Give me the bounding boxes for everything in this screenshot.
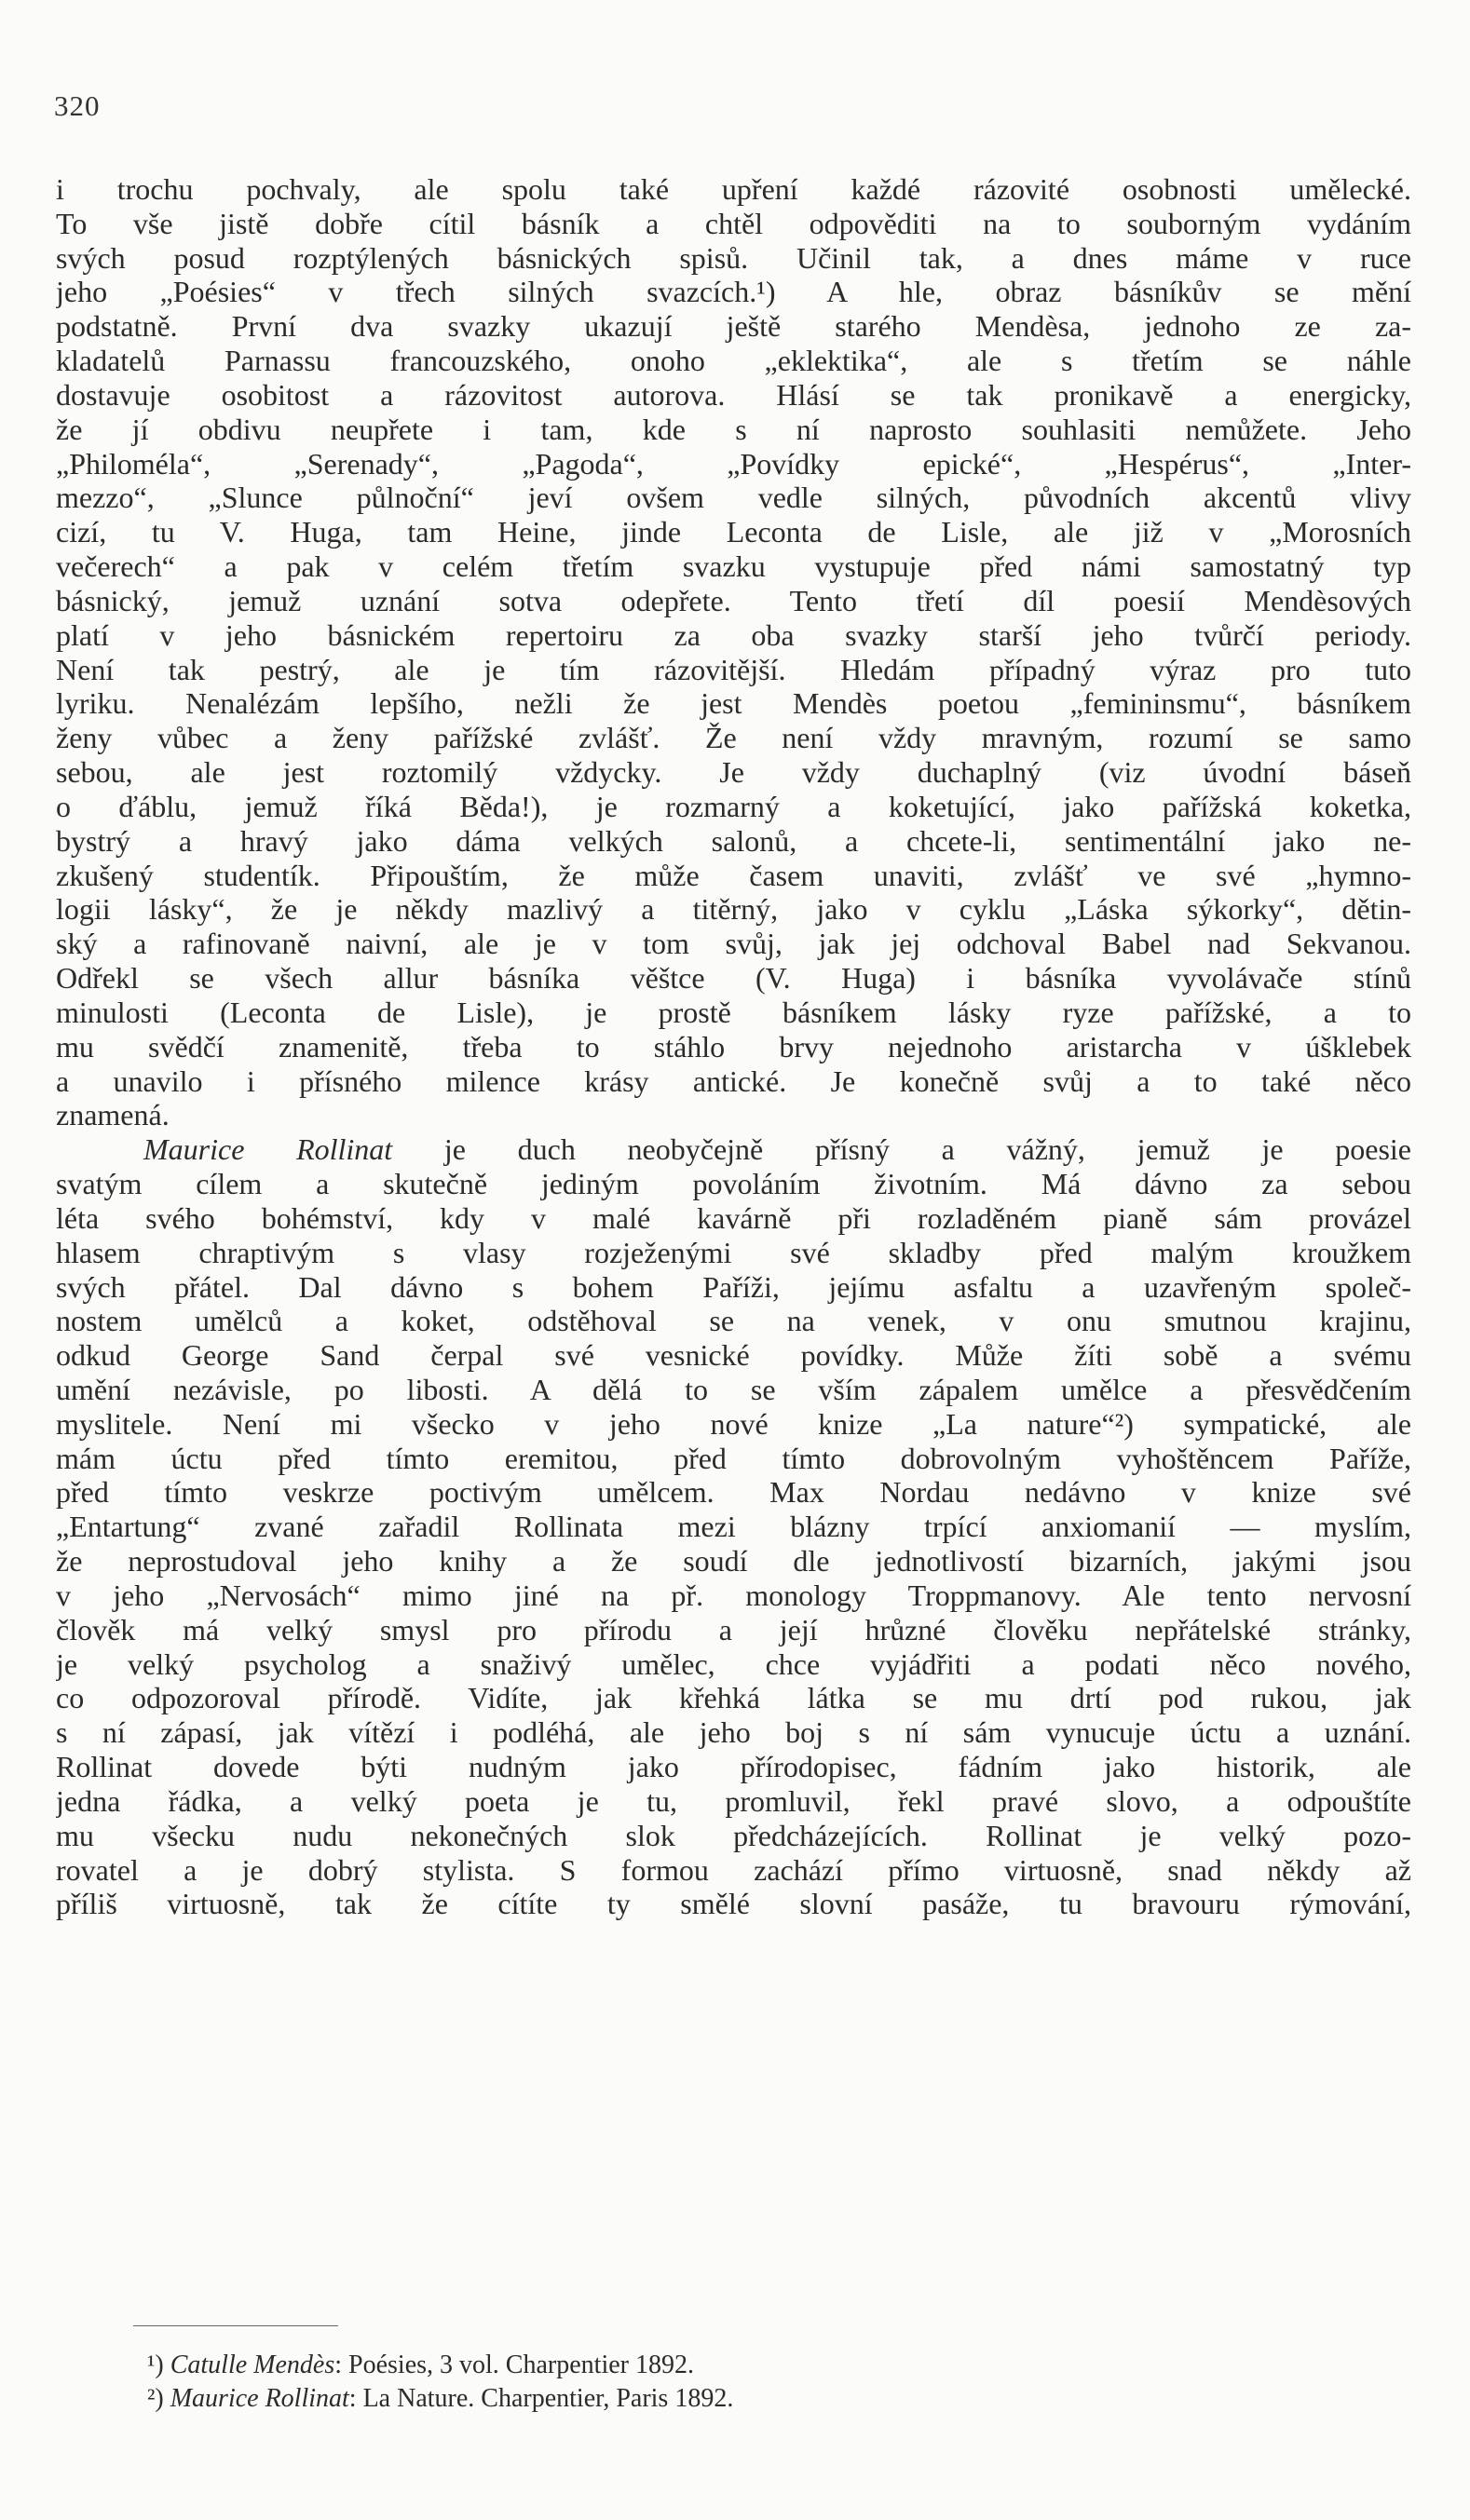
- text-line: myslitele. Není mi všecko v jeho nové knize „La nature“²) sympatické, ale: [56, 1406, 1411, 1441]
- text-line: zkušený studentík. Připouštím, že může časem unaviti, zvlášť ve své „hymno-: [56, 858, 1411, 892]
- text-line: i trochu pochvaly, ale spolu také upření každé rázovité osobnosti umělecké.: [56, 172, 1411, 206]
- footnote-1-text: : Poésies, 3 vol. Charpentier 1892.: [334, 2351, 694, 2379]
- text-line: mu všecku nudu nekonečných slok předcházejících. Rollinat je velký pozo-: [56, 1818, 1411, 1852]
- text-line: jeho „Poésies“ v třech silných svazcích.¹) A hle, obraz básníkův se mění: [56, 275, 1411, 309]
- footnote-2-author: Maurice Rollinat: [170, 2384, 349, 2413]
- footnotes: [130, 2349, 1341, 2416]
- text-line: bystrý a hravý jako dáma velkých salonů, a chcete-li, sentimentální jako ne-: [56, 823, 1411, 858]
- text-line: večerech“ a pak v celém třetím svazku vystupuje před námi samostatný typ: [56, 549, 1411, 584]
- text-line: mezzo“, „Slunce půlnoční“ jeví ovšem vedle silných, původních akcentů vlivy: [56, 481, 1411, 515]
- footnote-1: [130, 2349, 1341, 2382]
- text-line: podstatně. První dva svazky ukazují ještě starého Mendèsa, jednoho ze za-: [56, 309, 1411, 344]
- footnote-rule: [133, 2325, 338, 2326]
- text-line: s ní zápasí, jak vítězí i podléhá, ale jeho boj s ní sám vynucuje úctu a uznání.: [56, 1715, 1411, 1750]
- body-text: [56, 172, 1411, 1921]
- footnote-2-mark: ²): [147, 2384, 164, 2413]
- text-line: že neprostudoval jeho knihy a že soudí dle jednotlivostí bizarních, jakými jsou: [56, 1544, 1411, 1578]
- text-line: dostavuje osobitost a rázovitost autorova. Hlásí se tak pronikavě a energicky,: [56, 377, 1411, 412]
- text-line: cizí, tu V. Huga, tam Heine, jinde Leconta de Lisle, ale již v „Morosních: [56, 515, 1411, 549]
- text-line: nostem umělců a koket, odstěhoval se na venek, v onu smutnou krajinu,: [56, 1304, 1411, 1338]
- text-line: rovatel a je dobrý stylista. S formou zachází přímo virtuosně, snad někdy až: [56, 1852, 1411, 1887]
- text-line: básnický, jemuž uznání sotva odepřete. Tento třetí díl poesií Mendèsových: [56, 583, 1411, 617]
- text-line: o ďáblu, jemuž říká Běda!), je rozmarný a koketující, jako pařížská koketka,: [56, 789, 1411, 823]
- text-line: Rollinat dovede býti nudným jako přírodopisec, fádním jako historik, ale: [56, 1750, 1411, 1784]
- text-line: před tímto veskrze poctivým umělcem. Max Nordau nedávno v knize své: [56, 1475, 1411, 1510]
- text-line: umění nezávisle, po libosti. A dělá to se vším zápalem umělce a přesvědčením: [56, 1372, 1411, 1406]
- text-line: že jí obdivu neupřete i tam, kde s ní naprosto souhlasiti nemůžete. Jeho: [56, 412, 1411, 446]
- footnote-2-text: : La Nature. Charpentier, Paris 1892.: [348, 2384, 734, 2413]
- text-line: lyriku. Nenalézám lepšího, nežli že jest Mendès poetou „femininsmu“, básníkem: [56, 686, 1411, 721]
- text-line: jedna řádka, a velký poeta je tu, promluvil, řekl pravé slovo, a odpouštíte: [56, 1783, 1411, 1818]
- author-name: Maurice Rollinat: [143, 1132, 393, 1167]
- text-line: co odpozoroval přírodě. Vidíte, jak křehká látka se mu drtí pod rukou, jak: [56, 1681, 1411, 1715]
- text-line: a unavilo i přísného milence krásy antické. Je konečně svůj a to také něco: [56, 1064, 1411, 1098]
- text-line: To vše jistě dobře cítil básník a chtěl odpověditi na to souborným vydáním: [56, 206, 1411, 240]
- text-line: hlasem chraptivým s vlasy rozježenými své skladby před malým kroužkem: [56, 1235, 1411, 1269]
- footnote-1-mark: ¹): [147, 2351, 164, 2379]
- text-line: logii lásky“, že je někdy mazlivý a titěrný, jako v cyklu „Láska sýkorky“, dětin-: [56, 892, 1411, 927]
- page-number: 320: [54, 89, 101, 122]
- footnote-2: [130, 2382, 1341, 2416]
- text-line: [56, 1132, 1411, 1167]
- text-line: svých přátel. Dal dávno s bohem Paříži, jejímu asfaltu a uzavřeným společ-: [56, 1269, 1411, 1304]
- text-line: minulosti (Leconta de Lisle), je prostě básníkem lásky ryze pařížské, a to: [56, 995, 1411, 1029]
- text-line: platí v jeho básnickém repertoiru za oba svazky starší jeho tvůrčí periody.: [56, 617, 1411, 652]
- footnote-1-author: Catulle Mendès: [170, 2351, 335, 2379]
- text-line: „Entartung“ zvané zařadil Rollinata mezi blázny trpící anxiomanií — myslím,: [56, 1510, 1411, 1544]
- text-line: mu svědčí znamenitě, třeba to stáhlo brvy nejednoho aristarcha v úšklebek: [56, 1029, 1411, 1064]
- text-line-rest: je duch neobyčejně přísný a vážný, jemuž je poesie: [392, 1132, 1411, 1167]
- text-line: mám úctu před tímto eremitou, před tímto dobrovolným vyhoštěncem Paříže,: [56, 1441, 1411, 1475]
- text-line: kladatelů Parnassu francouzského, onoho „eklektika“, ale s třetím se náhle: [56, 344, 1411, 378]
- text-line: léta svého bohémství, kdy v malé kavárně při rozladěném pianě sám provázel: [56, 1200, 1411, 1235]
- text-line: sebou, ale jest roztomilý vždycky. Je vždy duchaplný (viz úvodní báseň: [56, 755, 1411, 790]
- text-line: „Philoméla“, „Serenady“, „Pagoda“, „Povídky epické“, „Hespérus“, „Inter-: [56, 446, 1411, 481]
- text-line: svatým cílem a skutečně jediným povoláním životním. Má dávno za sebou: [56, 1167, 1411, 1201]
- text-line: znamená.: [56, 1098, 170, 1132]
- text-line: ženy vůbec a ženy pařížské zvlášť. Že není vždy mravným, rozumí se samo: [56, 721, 1411, 755]
- text-line: Odřekl se všech allur básníka věštce (V. Huga) i básníka vyvolávače stínů: [56, 961, 1411, 996]
- text-line: Není tak pestrý, ale je tím rázovitější. Hledám případný výraz pro tuto: [56, 652, 1411, 686]
- text-line: je velký psycholog a snaživý umělec, chce vyjádřiti a podati něco nového,: [56, 1646, 1411, 1681]
- text-line: člověk má velký smysl pro přírodu a její hrůzné člověku nepřátelské stránky,: [56, 1612, 1411, 1646]
- text-line: příliš virtuosně, tak že cítíte ty smělé slovní pasáže, tu bravouru rýmování,: [56, 1887, 1411, 1921]
- text-line: odkud George Sand čerpal své vesnické povídky. Může žíti sobě a svému: [56, 1338, 1411, 1373]
- text-line: svých posud rozptýlených básnických spisů. Učinil tak, a dnes máme v ruce: [56, 240, 1411, 275]
- text-line: ský a rafinovaně naivní, ale je v tom svůj, jak jej odchoval Babel nad Sekvanou.: [56, 927, 1411, 961]
- text-line: v jeho „Nervosách“ mimo jiné na př. monology Troppmanovy. Ale tento nervosní: [56, 1578, 1411, 1612]
